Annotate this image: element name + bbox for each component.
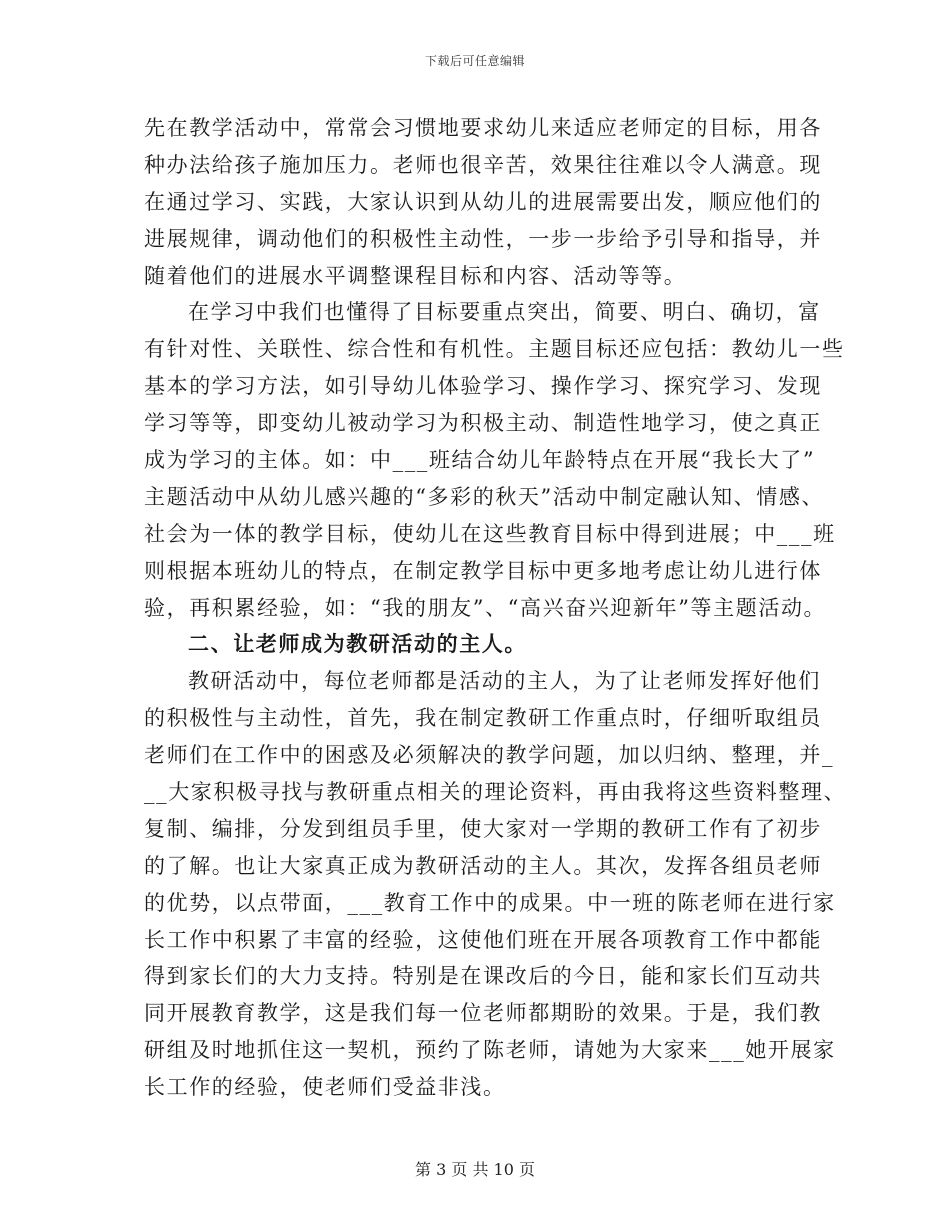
body-line: 在通过学习、实践，大家认识到从幼儿的进展需要出发，顺应他们的	[144, 189, 822, 214]
body-line: 长工作的经验，使老师们受益非浅。	[144, 1075, 506, 1100]
body-line: 的积极性与主动性，首先，我在制定教研工作重点时，仔细听取组员	[144, 706, 822, 731]
body-line: 长工作中积累了丰富的经验，这使他们班在开展各项教育工作中都能	[144, 927, 822, 952]
body-line: 成为学习的主体。如：中___班结合幼儿年龄特点在开展“我长大了”	[144, 448, 816, 473]
body-line: 有针对性、关联性、综合性和有机性。主题目标还应包括：教幼儿一些	[144, 337, 845, 362]
body-line: 则根据本班幼儿的特点，在制定教学目标中更多地考虑让幼儿进行体	[144, 558, 822, 583]
body-line: 社会为一体的教学目标，使幼儿在这些教育目标中得到进展；中___班	[144, 521, 836, 546]
section-heading: 二、让老师成为教研活动的主人。	[188, 631, 527, 657]
body-line: 研组及时地抓住这一契机，预约了陈老师，请她为大家来___她开展家	[144, 1038, 836, 1063]
body-line: 种办法给孩子施加压力。老师也很辛苦，效果往往难以令人满意。现	[144, 152, 822, 177]
body-line: 进展规律，调动他们的积极性主动性，一步一步给予引导和指导，并	[144, 226, 822, 251]
body-line: 基本的学习方法，如引导幼儿体验学习、操作学习、探究学习、发现	[144, 374, 822, 399]
page-header-note: 下载后可任意编辑	[424, 54, 525, 68]
body-line: 的了解。也让大家真正成为教研活动的主人。其次，发挥各组员老师	[144, 853, 822, 878]
body-line: 学习等等，即变幼儿被动学习为积极主动、制造性地学习，使之真正	[144, 411, 822, 436]
body-line: __大家积极寻找与教研重点相关的理论资料，再由我将这些资料整理、	[144, 780, 847, 805]
body-line: 教研活动中，每位老师都是活动的主人，为了让老师发挥好他们	[188, 669, 821, 694]
body-line: 验，再积累经验，如：“我的朋友”、“高兴奋兴迎新年”等主题活动。	[144, 595, 827, 620]
body-line: 随着他们的进展水平调整课程目标和内容、活动等等。	[144, 263, 687, 288]
body-line: 先在教学活动中，常常会习惯地要求幼儿来适应老师定的目标，用各	[144, 116, 822, 140]
document-body	[144, 110, 847, 1106]
page-number: 第 3 页 共 10 页	[415, 1160, 535, 1179]
body-line: 主题活动中从幼儿感兴趣的“多彩的秋天”活动中制定融认知、情感、	[144, 484, 825, 509]
body-line: 在学习中我们也懂得了目标要重点突出，简要、明白、确切，富	[188, 300, 821, 325]
body-line: 的优势，以点带面，___教育工作中的成果。中一班的陈老师在进行家	[144, 890, 836, 915]
body-line: 复制、编排，分发到组员手里，使大家对一学期的教研工作有了初步	[144, 816, 822, 841]
body-line: 得到家长们的大力支持。特别是在课改后的今日，能和家长们互动共	[144, 964, 822, 989]
body-line: 老师们在工作中的困惑及必须解决的教学问题，加以归纳、整理，并_	[144, 743, 835, 768]
body-line: 同开展教育教学，这是我们每一位老师都期盼的效果。于是，我们教	[144, 1001, 822, 1026]
